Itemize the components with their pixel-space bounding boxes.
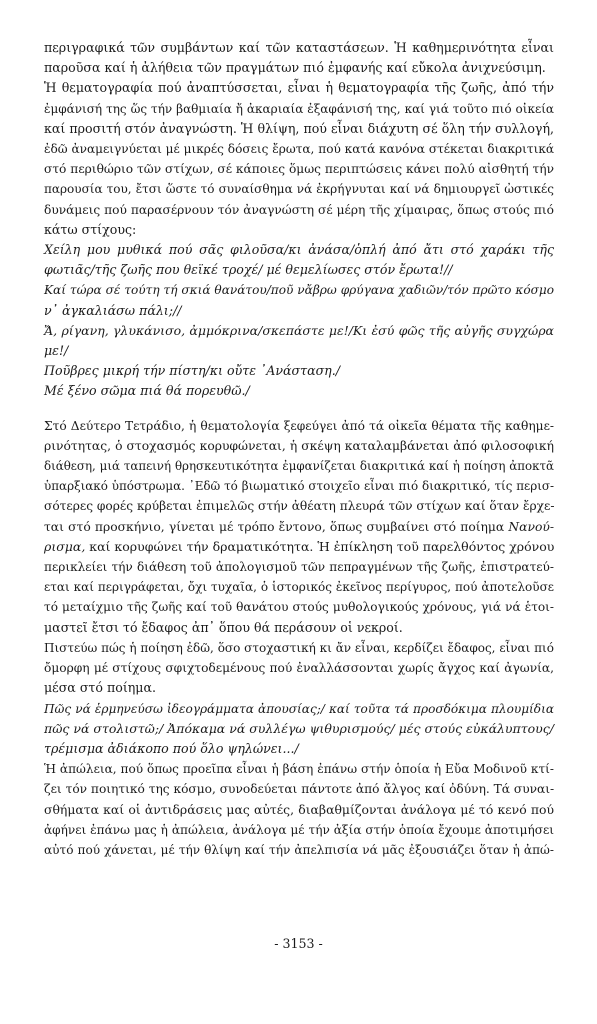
text-line: Ἡ ἀπώλεια, πού ὅπως προεῖπα εἶναι ἡ βάση ἐπάνω στήν ὁποία ἡ Εὔα Μοδινοῦ κτί- — [44, 762, 554, 777]
paragraph — [44, 38, 554, 78]
text-segment: καί κορυφώνει τήν δραματικότητα. Ἡ ἐπίκληση τοῦ παρελθόντος χρόνου — [85, 538, 555, 554]
poem-line: Χείλη μου μυθικά πού σᾶς φιλοῦσα/κι ἀνάσα/ὁπλή ἀπό ἄτι στό χαράκι τῆς — [44, 242, 554, 258]
poem-title: Νανού- — [508, 519, 554, 534]
text-line: παροῦσα καί ἡ ἀλήθεια τῶν πραγμάτων πιό ἐμφανής καί εὔκολα ἀνιχνεύσιμη. — [44, 60, 546, 76]
text-line: παρουσία του, ἔτσι ὥστε τό συναίσθημα νά ἐκρήγνυται καί νά δημιουργεῖ ὠστικές — [44, 182, 554, 197]
paragraph — [44, 638, 554, 699]
paragraph — [44, 78, 554, 240]
text-line: καί προσιτή στόν ἀναγνώστη. Ἡ θλίψη, πού εἶναι διάχυτη σέ ὅλη τήν συλλογή, — [44, 120, 554, 136]
poem-title: ρισμα, — [44, 538, 86, 554]
text-line: Πιστεύω πώς ἡ ποίηση ἐδῶ, ὅσο στοχαστική κι ἄν εἶναι, κερδίζει ἔδαφος, εἶναι πιό — [44, 640, 554, 655]
text-line: αὐτό πού χάνεται, μέ τήν θλίψη καί τήν ἀπελπισία νά μᾶς ἐξουσιάζει ὅταν ἡ ἀπώ- — [44, 842, 554, 857]
poem-line: Καί τώρα σέ τούτη τή σκιά θανάτου/ποῦ νἄβρω φρύγανα χαδιῶν/τόν πρῶτο κόσμο — [44, 283, 554, 298]
text-line: δυνάμεις πού παρασέρνουν τόν ἀναγνώστη σέ μέρη τῆς χίμαιρας, ὅπως στούς πιό — [44, 202, 554, 217]
poem-line: Μέ ξένο σῶμα πιά θά πορευθῶ./ — [44, 383, 250, 399]
text-line: περικλείει τήν διάθεση τοῦ ἀπολογισμοῦ τῶν πεπραγμένων τῆς ζωῆς, ἐπιστρατεύ- — [44, 560, 554, 575]
text-line: Στό Δεύτερο Τετράδιο, ἡ θεματολογία ξεφεύγει ἀπό τά οἰκεῖα θέματα τῆς καθημε- — [44, 418, 554, 433]
poem-excerpt — [44, 240, 554, 402]
page-number: - 3153 - — [274, 936, 323, 951]
poem-line: Ἄ, ρίγανη, γλυκάνισο, ἀμμόκρινα/σκεπάστε με!/Κι ἐσύ φῶς τῆς αὐγῆς συγχώρα — [44, 322, 554, 338]
poem-line: φωτιᾶς/τῆς ζωῆς που θεϊκέ τροχέ/ μέ θεμελίωσες στόν ἔρωτα!// — [44, 262, 453, 278]
text-line: ἀφήνει ἐπάνω μας ἡ ἀπώλεια, ἀνάλογα μέ τήν ἀξία στήν ὁποία ἔχουμε ἀποτιμήσει — [44, 822, 554, 837]
text-line: μαστεῖ ἔτσι τό ἔδαφος ἀπ᾿ ὅπου θά περάσουν οἱ νεκροί. — [44, 619, 403, 635]
text-line: ζει τόν ποιητικό της κόσμο, συνοδεύεται πάντοτε ἀπό ἄλγος καί ὀδύνη. Τά συναι- — [44, 782, 555, 797]
poem-excerpt — [44, 699, 554, 760]
text-line: ἐδῶ ἀναμειγνύεται μέ μικρές δόσεις ἔρωτα, πού κατά κανόνα στέκεται διακριτικά — [44, 142, 555, 157]
text-line: ὑπαρξιακό ὑπόστρωμα. ᾿Εδῶ τό βιωματικό στοιχεῖο εἶναι πιό διακριτικό, τίς περισ- — [44, 479, 554, 494]
poem-line: με!/ — [44, 343, 69, 359]
text-line: κάτω στίχους: — [44, 221, 137, 237]
paragraph-spacing — [44, 402, 554, 416]
poem-line: ν᾿ ἀγκαλιάσω πάλι;// — [44, 302, 182, 318]
text-line: περιγραφικά τῶν συμβάντων καί τῶν καταστάσεων. Ἡ καθημερινότητα εἶναι — [44, 40, 554, 55]
text-segment: ται στό προσκήνιο, γίνεται μέ τρόπο ἔντονο, ὅπως συμβαίνει στό ποίημα — [44, 519, 505, 534]
paragraph — [44, 759, 554, 860]
text-line: στό περιθώριο τῶν στίχων, σέ κάποιες ὅμως περιπτώσεις κάνει πολύ αἰσθητή τήν — [44, 162, 554, 177]
text-line: σθήματα καί οἱ ἀντιδράσεις μας αὐτές, διαβαθμίζονται ἀνάλογα μέ τό κενό πού — [44, 801, 554, 817]
text-line: σότερες φορές κρύβεται ἐπιμελῶς στήν ἀθέατη πλευρά τῶν στίχων καί ὅταν ἔρχε- — [44, 499, 555, 514]
poem-line: Ποῦβρες μικρή τήν πίστη/κι οὔτε ᾿Ανάσταση./ — [44, 363, 340, 379]
text-line: μέσα στό ποίημα. — [44, 680, 156, 696]
text-line: ρινότητας, ὁ στοχασμός κορυφώνεται, ἡ σκέψη καταλαμβάνεται ἀπό φιλοσοφική — [44, 438, 554, 453]
text-line — [44, 537, 554, 557]
text-line: εται καί περιγράφεται, ὄχι τυχαῖα, ὁ ἱστορικός ἐκεῖνος περίγυρος, πού ἀποτελοῦσε — [44, 580, 554, 595]
text-line: διάθεση, μιά ταπεινή θρησκευτικότητα ἐμφανίζεται διακριτικά καί ἡ ποίηση ἀποκτᾶ — [44, 459, 554, 474]
poem-line: Πῶς νά ἑρμηνεύσω ἰδεογράμματα ἀπουσίας;/ καί τοῦτα τά προσδόκιμα πλουμίδια — [44, 701, 554, 716]
text-line: Ἡ θεματογραφία πού ἀναπτύσσεται, εἶναι ἡ θεματογραφία τῆς ζωῆς, ἀπό τήν — [44, 80, 554, 96]
poem-line: τρέμισμα ἀδιάκοπο πού ὅλο ψηλώνει.../ — [44, 740, 299, 756]
text-line: τό μεταίχμιο τῆς ζωῆς καί τοῦ θανάτου στούς μυθολογικούς χρόνους, γιά νά ἑτοι- — [44, 600, 554, 615]
text-line: ἐμφάνισή της ὥς τήν βαθμιαία ἤ ἀκαριαία ἐξαφάνισή της, καί γιά τοῦτο πιό οἰκεία — [44, 101, 554, 116]
book-page-text — [44, 38, 554, 860]
poem-line: πῶς νά στολιστῶ;/ Ἀπόκαμα νά συλλέγω ψιθυρισμούς/ μές στούς εὐκάλυπτους/ — [44, 720, 554, 736]
text-line — [44, 517, 554, 537]
paragraph — [44, 416, 554, 638]
text-line: ὄμορφη μέ στίχους σφιχτοδεμένους πού ἐναλλάσσονται χωρίς ἄγχος καί ἀγωνία, — [44, 661, 554, 676]
